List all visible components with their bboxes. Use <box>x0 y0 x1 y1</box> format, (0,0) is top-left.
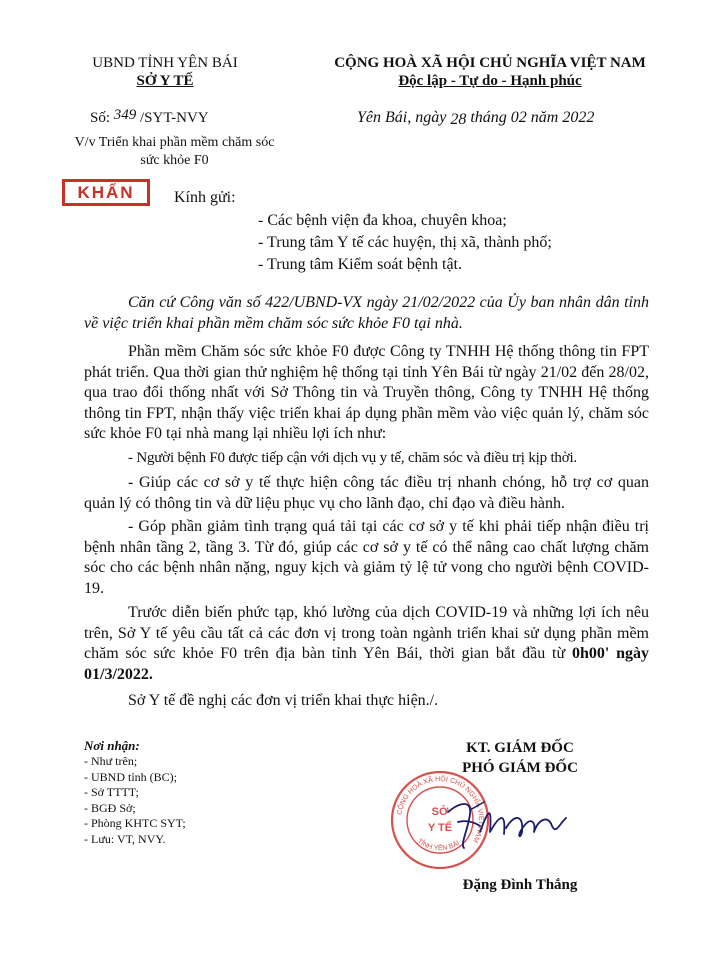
agency-parent: UBND TỈNH YÊN BÁI <box>92 55 238 71</box>
recipient-item: - Sở TTTT; <box>84 785 139 799</box>
place-date: Yên Bái, ngày 28 tháng 02 năm 2022 <box>357 109 595 128</box>
recipients-block <box>84 738 284 847</box>
motto: Độc lập - Tự do - Hạnh phúc <box>398 73 582 89</box>
benefit-item: - Góp phần giảm tình trạng quá tải tại các cơ sở y tế khi phải tiếp nhận điều trị bệnh nhân tầng 2, tầng 3. Từ đó, giúp các cơ sở y tế có thể nâng cao chất lượng chăm sóc cho các bệnh nhân nặng, nguy kịch và giảm tỷ lệ tử vong cho người bệnh COVID-19. <box>84 518 649 597</box>
recipient-item: - Như trên; <box>84 754 138 768</box>
recipient-item: - BGĐ Sở; <box>84 800 136 815</box>
seal-ring-text: CỘNG HOÀ XÃ HỘI CHỦ NGHĨA VIỆT NAM <box>396 775 485 844</box>
subject: V/v Triển khai phần mềm chăm sóc sức khỏe F0 <box>74 135 275 168</box>
document-number: Số: 349 /SYT-NVY <box>90 107 209 126</box>
addressee-list <box>258 210 638 276</box>
signer-name: Đặng Đình Thắng <box>462 877 578 893</box>
paragraph-intro: Phần mềm Chăm sóc sức khỏe F0 được Công ty TNHH Hệ thống thông tin FPT phát triển. Qua thời gian thử nghiệm hệ thống tại tỉnh Yên Bái từ ngày 21/02 đến 28/02, qua trao đổi thống nhất với Sở Thông tin và Truyền thông, Công ty TNHH Hệ thống thông tin FPT, nhận thấy việc triển khai áp dụng phần mềm vào việc quản lý, chăm sóc sức khỏe F0 tại nhà mang lại nhiều lợi ích như: <box>84 343 649 442</box>
nation-title: CỘNG HOÀ XÃ HỘI CHỦ NGHĨA VIỆT NAM <box>334 55 646 71</box>
benefit-item: - Người bệnh F0 được tiếp cận với dịch vụ y tế, chăm sóc và điều trị kịp thời. <box>128 450 577 466</box>
signer-subtitle: PHÓ GIÁM ĐỐC <box>462 760 578 776</box>
seal-bottom-text: TỈNH YÊN BÁI <box>415 837 461 853</box>
legal-basis: Căn cứ Công văn số 422/UBND-VX ngày 21/02/2022 của Ủy ban nhân dân tỉnh về việc triển khai phần mềm chăm sóc sức khỏe F0 tại nhà. <box>84 294 649 332</box>
addressee-item: - Các bệnh viện đa khoa, chuyên khoa; <box>258 212 507 229</box>
agency-name: SỞ Y TẾ <box>136 73 194 89</box>
recipient-item: - Lưu: VT, NVY. <box>84 831 166 846</box>
addressee-item: - Trung tâm Kiểm soát bệnh tật. <box>258 256 462 273</box>
addressee-item: - Trung tâm Y tế các huyện, thị xã, thành phố; <box>258 234 552 251</box>
paragraph-request: Trước diễn biến phức tạp, khó lường của dịch COVID-19 và những lợi ích nêu trên, Sở Y tế yêu cầu tất cả các đơn vị trong toàn ngành triển khai sử dụng phần mềm chăm sóc sức khỏe F0 trên địa bàn tỉnh Yên Bái, thời gian bắt đầu từ 0h00' ngày 01/3/2022. <box>84 604 649 683</box>
recipient-item: - Phòng KHTC SYT; <box>84 816 186 830</box>
seal-center-top: SỞ <box>431 806 449 818</box>
signer-title: KT. GIÁM ĐỐC <box>466 740 574 756</box>
recipient-item: - UBND tỉnh (BC); <box>84 769 177 784</box>
handwritten-signature <box>440 792 590 862</box>
closing-line: Sở Y tế đề nghị các đơn vị triển khai thực hiện./. <box>128 692 439 709</box>
benefit-item: - Giúp các cơ sở y tế thực hiện công tác điều trị nhanh chóng, hỗ trợ cơ quan quản lý có thông tin và dữ liệu phục vụ cho lãnh đạo, chỉ đạo và điều hành. <box>84 474 649 512</box>
recipients-title: Nơi nhận: <box>84 738 140 753</box>
seal-center-bottom: Y TẾ <box>427 822 453 834</box>
urgent-stamp: KHẨN <box>62 179 150 206</box>
greeting: Kính gửi: <box>174 189 236 206</box>
